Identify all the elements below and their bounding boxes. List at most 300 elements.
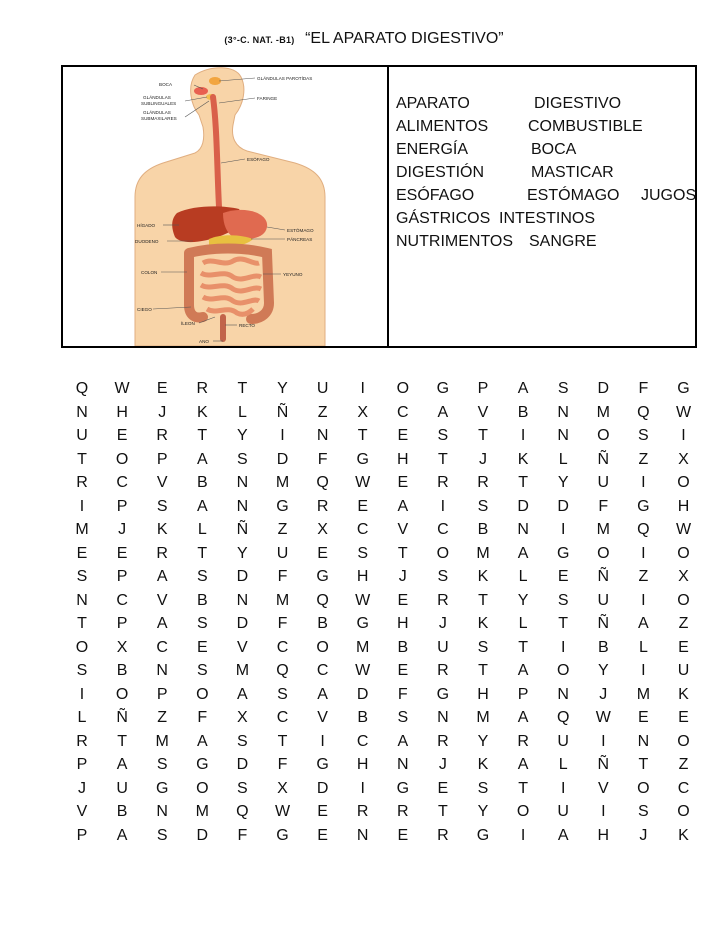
grid-letter[interactable]: T — [518, 474, 528, 491]
grid-letter[interactable]: I — [520, 427, 526, 444]
grid-letter[interactable]: A — [116, 756, 128, 773]
grid-letter[interactable]: N — [557, 403, 569, 421]
grid-letter[interactable]: E — [76, 544, 88, 562]
grid-letter[interactable]: E — [397, 427, 409, 444]
grid-letter[interactable]: D — [276, 450, 289, 468]
grid-letter[interactable]: A — [517, 709, 529, 726]
grid-letter[interactable]: G — [196, 756, 209, 773]
grid-letter[interactable]: I — [560, 779, 566, 797]
grid-letter[interactable]: K — [477, 756, 489, 773]
grid-letter[interactable]: Z — [317, 403, 328, 421]
grid-letter[interactable]: T — [357, 427, 368, 444]
grid-letter[interactable]: N — [557, 427, 569, 444]
grid-letter[interactable]: E — [317, 544, 328, 562]
grid-letter[interactable]: R — [477, 474, 489, 491]
grid-letter[interactable]: T — [277, 732, 288, 750]
grid-letter[interactable]: U — [557, 803, 569, 820]
grid-letter[interactable]: X — [237, 709, 248, 726]
grid-letter[interactable]: P — [156, 685, 168, 703]
grid-letter[interactable]: P — [116, 615, 128, 632]
grid-letter[interactable]: A — [397, 497, 409, 515]
grid-letter[interactable]: T — [518, 779, 528, 797]
grid-letter[interactable]: N — [437, 709, 449, 726]
grid-letter[interactable]: I — [641, 662, 646, 679]
grid-letter[interactable]: H — [597, 826, 610, 844]
grid-letter[interactable]: Q — [316, 474, 329, 491]
grid-letter[interactable]: P — [156, 450, 168, 468]
grid-letter[interactable]: P — [477, 380, 489, 397]
grid-letter[interactable]: N — [397, 756, 409, 773]
grid-letter[interactable]: S — [76, 662, 88, 679]
grid-letter[interactable]: W — [355, 591, 371, 609]
grid-letter[interactable]: R — [76, 474, 88, 491]
grid-letter[interactable]: A — [116, 826, 128, 844]
grid-letter[interactable]: E — [397, 591, 409, 609]
grid-letter[interactable]: A — [397, 732, 409, 750]
grid-letter[interactable]: L — [558, 450, 568, 468]
grid-letter[interactable]: A — [437, 403, 449, 421]
grid-letter[interactable]: O — [556, 662, 570, 679]
grid-letter[interactable]: E — [397, 662, 409, 679]
grid-letter[interactable]: I — [601, 803, 606, 820]
grid-letter[interactable]: O — [597, 427, 610, 444]
grid-letter[interactable]: F — [317, 450, 328, 468]
grid-letter[interactable]: I — [520, 826, 526, 844]
grid-letter[interactable]: M — [75, 521, 89, 538]
grid-letter[interactable]: G — [316, 756, 329, 773]
grid-letter[interactable]: F — [397, 685, 408, 703]
grid-letter[interactable]: C — [156, 638, 168, 656]
grid-letter[interactable]: Y — [597, 662, 609, 679]
grid-letter[interactable]: J — [639, 826, 648, 844]
grid-letter[interactable]: K — [678, 826, 689, 844]
grid-letter[interactable]: R — [196, 380, 209, 397]
grid-letter[interactable]: P — [116, 497, 128, 515]
grid-letter[interactable]: S — [156, 826, 168, 844]
grid-letter[interactable]: W — [355, 474, 371, 491]
grid-letter[interactable]: A — [196, 497, 208, 515]
grid-letter[interactable]: R — [76, 732, 88, 750]
grid-letter[interactable]: Y — [277, 380, 288, 397]
grid-letter[interactable]: W — [675, 403, 692, 421]
grid-letter[interactable]: S — [397, 709, 409, 726]
grid-letter[interactable]: V — [156, 591, 168, 609]
grid-letter[interactable]: T — [478, 427, 488, 444]
grid-letter[interactable]: L — [518, 568, 528, 585]
grid-letter[interactable]: H — [356, 756, 369, 773]
grid-letter[interactable]: J — [479, 450, 487, 468]
grid-letter[interactable]: O — [677, 474, 690, 491]
grid-letter[interactable]: G — [436, 380, 450, 397]
grid-letter[interactable]: A — [517, 756, 529, 773]
grid-letter[interactable]: K — [678, 685, 689, 703]
grid-letter[interactable]: U — [597, 474, 610, 491]
grid-letter[interactable]: D — [557, 497, 569, 515]
grid-letter[interactable]: B — [597, 638, 609, 656]
grid-letter[interactable]: O — [677, 591, 690, 609]
grid-letter[interactable]: D — [356, 685, 369, 703]
grid-letter[interactable]: W — [114, 380, 130, 397]
grid-letter[interactable]: M — [195, 803, 209, 820]
grid-letter[interactable]: H — [677, 497, 690, 515]
grid-letter[interactable]: S — [196, 568, 208, 585]
grid-letter[interactable]: O — [677, 732, 690, 750]
grid-letter[interactable]: P — [517, 685, 529, 703]
grid-letter[interactable]: E — [638, 709, 649, 726]
grid-letter[interactable]: T — [558, 615, 569, 632]
grid-letter[interactable]: S — [477, 638, 489, 656]
grid-letter[interactable]: E — [397, 826, 409, 844]
grid-letter[interactable]: Z — [638, 568, 649, 585]
grid-letter[interactable]: S — [437, 568, 449, 585]
grid-letter[interactable]: O — [516, 803, 530, 820]
grid-letter[interactable]: R — [156, 544, 168, 562]
grid-letter[interactable]: U — [76, 427, 88, 444]
grid-letter[interactable]: F — [237, 826, 248, 844]
grid-letter[interactable]: M — [155, 732, 169, 750]
grid-letter[interactable]: M — [596, 521, 610, 538]
grid-letter[interactable]: U — [597, 591, 610, 609]
grid-letter[interactable]: E — [196, 638, 208, 656]
grid-letter[interactable]: R — [437, 732, 449, 750]
grid-letter[interactable]: T — [638, 756, 649, 773]
grid-letter[interactable]: S — [156, 756, 168, 773]
grid-letter[interactable]: K — [517, 450, 529, 468]
grid-letter[interactable]: E — [557, 568, 569, 585]
grid-letter[interactable]: G — [476, 826, 490, 844]
grid-letter[interactable]: E — [678, 638, 689, 656]
grid-letter[interactable]: B — [196, 591, 208, 609]
grid-letter[interactable]: F — [638, 380, 649, 397]
grid-letter[interactable]: D — [316, 779, 329, 797]
grid-letter[interactable]: N — [156, 803, 168, 820]
grid-letter[interactable]: I — [560, 521, 566, 538]
grid-letter[interactable]: U — [316, 380, 329, 397]
grid-letter[interactable]: E — [678, 709, 689, 726]
grid-letter[interactable]: B — [116, 662, 128, 679]
grid-letter[interactable]: C — [316, 662, 329, 679]
grid-letter[interactable]: B — [116, 803, 128, 820]
grid-letter[interactable]: G — [276, 497, 289, 515]
grid-letter[interactable]: F — [277, 615, 288, 632]
grid-letter[interactable]: T — [518, 638, 528, 656]
grid-letter[interactable]: Q — [276, 662, 289, 679]
grid-letter[interactable]: T — [197, 427, 208, 444]
grid-letter[interactable]: L — [638, 638, 648, 656]
grid-letter[interactable]: U — [557, 732, 569, 750]
grid-letter[interactable]: F — [598, 497, 609, 515]
grid-letter[interactable]: Z — [678, 756, 689, 773]
grid-letter[interactable]: P — [76, 756, 88, 773]
grid-letter[interactable]: H — [356, 568, 369, 585]
grid-letter[interactable]: Ñ — [597, 615, 610, 632]
grid-letter[interactable]: T — [77, 615, 87, 632]
grid-letter[interactable]: C — [677, 779, 690, 797]
grid-letter[interactable]: M — [235, 662, 250, 679]
grid-letter[interactable]: G — [356, 615, 369, 632]
grid-letter[interactable]: Q — [637, 403, 650, 421]
grid-letter[interactable]: I — [560, 638, 566, 656]
grid-letter[interactable]: T — [197, 544, 208, 562]
grid-letter[interactable]: E — [116, 544, 128, 562]
grid-letter[interactable]: N — [76, 591, 88, 609]
grid-letter[interactable]: O — [115, 450, 129, 468]
grid-letter[interactable]: L — [197, 521, 207, 538]
grid-letter[interactable]: S — [277, 685, 288, 703]
grid-letter[interactable]: E — [317, 803, 328, 820]
grid-letter[interactable]: Q — [75, 380, 89, 397]
grid-letter[interactable]: N — [236, 591, 249, 609]
grid-letter[interactable]: C — [116, 591, 128, 609]
grid-letter[interactable]: O — [196, 779, 209, 797]
grid-letter[interactable]: B — [397, 638, 409, 656]
grid-letter[interactable]: N — [517, 521, 529, 538]
grid-letter[interactable]: D — [196, 826, 209, 844]
grid-letter[interactable]: D — [517, 497, 529, 515]
grid-letter[interactable]: K — [196, 403, 208, 421]
grid-letter[interactable]: E — [357, 497, 369, 515]
grid-letter[interactable]: B — [317, 615, 328, 632]
grid-letter[interactable]: Ñ — [236, 521, 249, 538]
grid-letter[interactable]: V — [597, 779, 609, 797]
grid-letter[interactable]: T — [237, 380, 248, 397]
grid-letter[interactable]: V — [477, 403, 489, 421]
grid-letter[interactable]: X — [678, 568, 689, 585]
grid-letter[interactable]: X — [678, 450, 689, 468]
grid-letter[interactable]: S — [638, 803, 649, 820]
grid-letter[interactable]: S — [638, 427, 649, 444]
grid-letter[interactable]: S — [237, 779, 248, 797]
grid-letter[interactable]: R — [156, 427, 168, 444]
grid-letter[interactable]: E — [437, 779, 449, 797]
grid-letter[interactable]: H — [477, 685, 489, 703]
grid-letter[interactable]: S — [237, 450, 248, 468]
grid-letter[interactable]: S — [237, 732, 248, 750]
grid-letter[interactable]: A — [237, 685, 248, 703]
grid-letter[interactable]: A — [196, 732, 208, 750]
grid-letter[interactable]: Y — [237, 544, 248, 562]
grid-letter[interactable]: V — [397, 521, 409, 538]
grid-letter[interactable]: O — [396, 380, 410, 397]
grid-letter[interactable]: A — [196, 450, 208, 468]
grid-letter[interactable]: X — [277, 779, 288, 797]
grid-letter[interactable]: Q — [316, 591, 329, 609]
grid-letter[interactable]: R — [437, 662, 449, 679]
grid-letter[interactable]: V — [156, 474, 168, 491]
grid-letter[interactable]: J — [118, 521, 127, 538]
grid-letter[interactable]: T — [397, 544, 408, 562]
grid-letter[interactable]: S — [437, 427, 449, 444]
grid-letter[interactable]: R — [437, 591, 449, 609]
grid-letter[interactable]: D — [597, 380, 610, 397]
grid-letter[interactable]: D — [236, 756, 249, 773]
grid-letter[interactable]: I — [641, 591, 646, 609]
grid-letter[interactable]: E — [317, 826, 328, 844]
grid-letter[interactable]: N — [236, 497, 249, 515]
grid-letter[interactable]: Y — [477, 732, 489, 750]
grid-letter[interactable]: P — [116, 568, 128, 585]
grid-letter[interactable]: B — [357, 709, 369, 726]
grid-letter[interactable]: J — [599, 685, 608, 703]
grid-letter[interactable]: W — [675, 521, 692, 538]
grid-letter[interactable]: T — [117, 732, 127, 750]
grid-letter[interactable]: N — [356, 826, 369, 844]
grid-letter[interactable]: D — [236, 568, 249, 585]
grid-letter[interactable]: S — [357, 544, 369, 562]
grid-letter[interactable]: I — [641, 544, 646, 562]
grid-letter[interactable]: B — [477, 521, 489, 538]
grid-letter[interactable]: N — [316, 427, 329, 444]
grid-letter[interactable]: D — [236, 615, 249, 632]
grid-letter[interactable]: Q — [556, 709, 570, 726]
grid-letter[interactable]: S — [196, 662, 208, 679]
grid-letter[interactable]: I — [280, 427, 285, 444]
grid-letter[interactable]: Z — [157, 709, 168, 726]
grid-letter[interactable]: V — [237, 638, 248, 656]
grid-letter[interactable]: O — [316, 638, 329, 656]
grid-letter[interactable]: C — [276, 709, 289, 726]
grid-letter[interactable]: I — [601, 732, 606, 750]
grid-letter[interactable]: M — [275, 474, 290, 491]
grid-letter[interactable]: S — [156, 497, 168, 515]
grid-letter[interactable]: N — [637, 732, 650, 750]
grid-letter[interactable]: C — [397, 403, 409, 421]
grid-letter[interactable]: Ñ — [276, 403, 289, 421]
grid-letter[interactable]: O — [677, 803, 690, 820]
grid-letter[interactable]: M — [476, 544, 490, 562]
grid-letter[interactable]: Ñ — [116, 709, 128, 726]
grid-letter[interactable]: N — [156, 662, 168, 679]
grid-letter[interactable]: I — [79, 497, 85, 515]
grid-letter[interactable]: G — [637, 497, 650, 515]
grid-letter[interactable]: T — [438, 450, 448, 468]
grid-letter[interactable]: R — [316, 497, 329, 515]
grid-letter[interactable]: G — [155, 779, 169, 797]
grid-letter[interactable]: E — [397, 474, 409, 491]
grid-letter[interactable]: N — [236, 474, 249, 491]
grid-letter[interactable]: S — [477, 779, 489, 797]
grid-letter[interactable]: G — [276, 826, 289, 844]
grid-letter[interactable]: T — [438, 803, 448, 820]
grid-letter[interactable]: A — [517, 662, 529, 679]
grid-letter[interactable]: Y — [557, 474, 569, 491]
grid-letter[interactable]: U — [437, 638, 449, 656]
grid-letter[interactable]: S — [477, 497, 489, 515]
grid-letter[interactable]: K — [156, 521, 168, 538]
grid-letter[interactable]: I — [320, 732, 325, 750]
grid-letter[interactable]: G — [556, 544, 570, 562]
grid-letter[interactable]: O — [115, 685, 129, 703]
grid-letter[interactable]: Z — [678, 615, 689, 632]
grid-letter[interactable]: Q — [637, 521, 650, 538]
grid-letter[interactable]: Y — [517, 591, 529, 609]
grid-letter[interactable]: R — [517, 732, 529, 750]
grid-letter[interactable]: I — [79, 685, 85, 703]
grid-letter[interactable]: A — [517, 544, 529, 562]
grid-letter[interactable]: P — [76, 826, 88, 844]
grid-letter[interactable]: B — [517, 403, 529, 421]
grid-letter[interactable]: G — [677, 380, 690, 397]
grid-letter[interactable]: H — [116, 403, 128, 421]
grid-letter[interactable]: R — [397, 803, 409, 820]
grid-letter[interactable]: N — [76, 403, 88, 421]
grid-letter[interactable]: S — [557, 380, 569, 397]
grid-letter[interactable]: C — [356, 521, 369, 538]
grid-letter[interactable]: T — [478, 591, 488, 609]
grid-letter[interactable]: O — [75, 638, 89, 656]
grid-letter[interactable]: U — [116, 779, 128, 797]
grid-letter[interactable]: Y — [477, 803, 489, 820]
grid-letter[interactable]: F — [277, 756, 288, 773]
grid-letter[interactable]: O — [677, 544, 690, 562]
grid-letter[interactable]: O — [597, 544, 610, 562]
grid-letter[interactable]: C — [276, 638, 289, 656]
grid-letter[interactable]: G — [396, 779, 410, 797]
grid-letter[interactable]: W — [595, 709, 611, 726]
grid-letter[interactable]: M — [275, 591, 290, 609]
grid-letter[interactable]: M — [476, 709, 490, 726]
grid-letter[interactable]: C — [116, 474, 128, 491]
grid-letter[interactable]: L — [237, 403, 247, 421]
grid-letter[interactable]: X — [116, 638, 128, 656]
grid-letter[interactable]: G — [316, 568, 329, 585]
grid-letter[interactable]: A — [317, 685, 328, 703]
grid-letter[interactable]: C — [356, 732, 369, 750]
grid-letter[interactable]: V — [76, 803, 88, 820]
grid-letter[interactable]: J — [158, 403, 167, 421]
grid-letter[interactable]: W — [355, 662, 371, 679]
grid-letter[interactable]: A — [557, 826, 569, 844]
grid-letter[interactable]: W — [274, 803, 291, 820]
grid-letter[interactable]: Ñ — [597, 450, 610, 468]
grid-letter[interactable]: M — [596, 403, 610, 421]
grid-letter[interactable]: B — [196, 474, 208, 491]
grid-letter[interactable]: Ñ — [597, 756, 610, 773]
grid-letter[interactable]: R — [437, 474, 449, 491]
grid-letter[interactable]: K — [477, 568, 489, 585]
grid-letter[interactable]: Ñ — [597, 568, 610, 585]
grid-letter[interactable]: O — [637, 779, 650, 797]
grid-letter[interactable]: U — [677, 662, 690, 679]
grid-letter[interactable]: S — [196, 615, 208, 632]
grid-letter[interactable]: H — [397, 615, 409, 632]
grid-letter[interactable]: R — [356, 803, 369, 820]
grid-letter[interactable]: R — [437, 826, 449, 844]
grid-letter[interactable]: S — [76, 568, 88, 585]
grid-letter[interactable]: I — [641, 474, 646, 491]
grid-letter[interactable]: M — [636, 685, 651, 703]
grid-letter[interactable]: J — [438, 756, 447, 773]
grid-letter[interactable]: X — [317, 521, 328, 538]
grid-letter[interactable]: X — [357, 403, 369, 421]
grid-letter[interactable]: M — [356, 638, 370, 656]
grid-letter[interactable]: F — [277, 568, 288, 585]
grid-letter[interactable]: Z — [638, 450, 649, 468]
grid-letter[interactable]: J — [78, 779, 86, 797]
grid-letter[interactable]: G — [436, 685, 450, 703]
grid-letter[interactable]: L — [558, 756, 568, 773]
grid-letter[interactable]: A — [156, 568, 168, 585]
grid-letter[interactable]: L — [518, 615, 528, 632]
grid-letter[interactable]: V — [317, 709, 328, 726]
grid-letter[interactable]: O — [196, 685, 209, 703]
grid-letter[interactable]: Y — [237, 427, 248, 444]
grid-letter[interactable]: A — [517, 380, 529, 397]
grid-letter[interactable]: E — [156, 380, 168, 397]
grid-letter[interactable]: N — [557, 685, 569, 703]
grid-letter[interactable]: L — [77, 709, 87, 726]
grid-letter[interactable]: G — [356, 450, 369, 468]
